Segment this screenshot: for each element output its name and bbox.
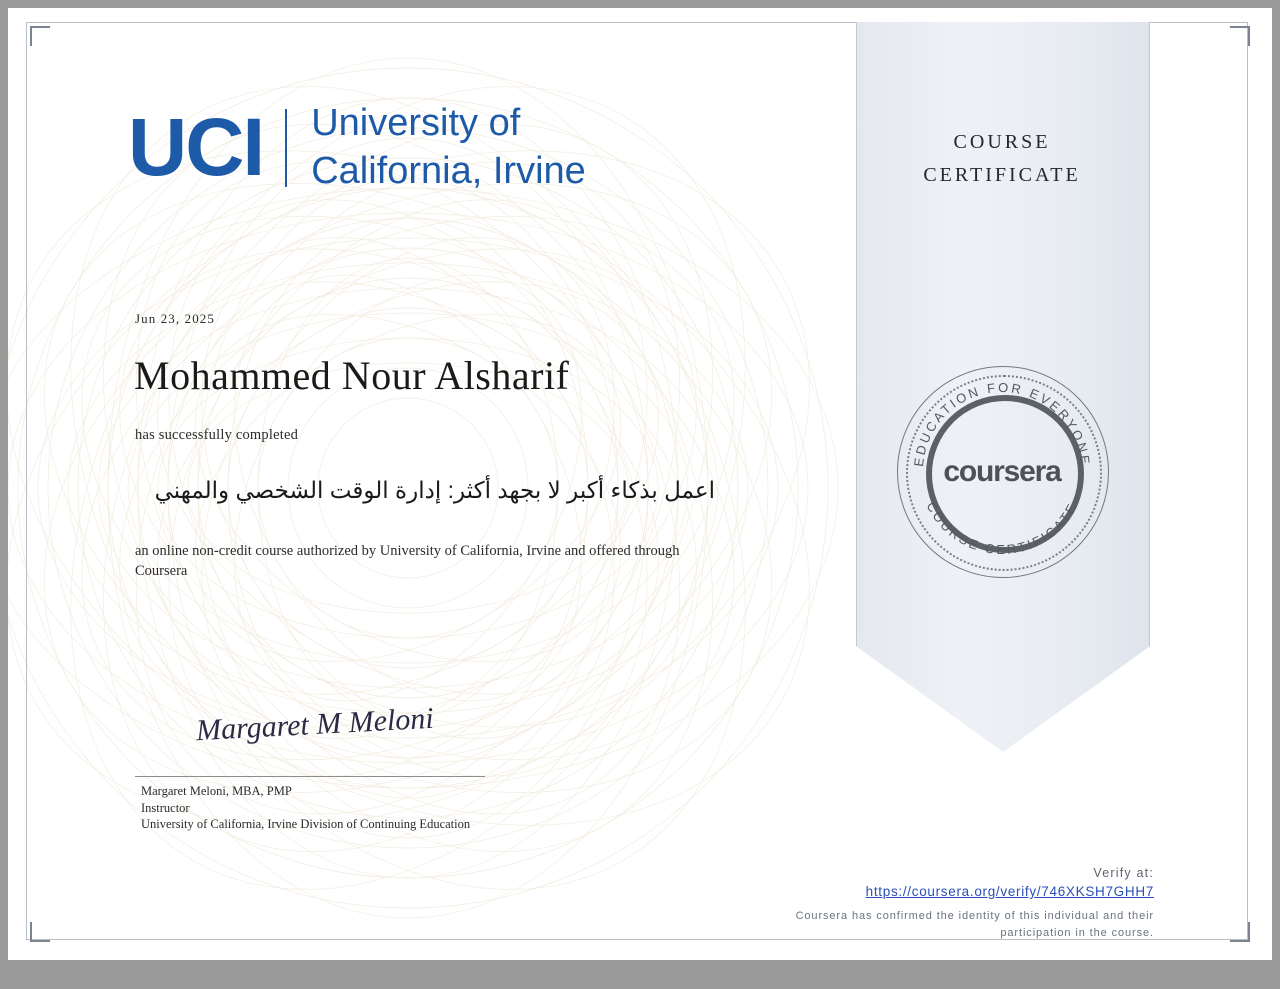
instructor-organization: University of California, Irvine Division of Continuing Education <box>141 817 471 831</box>
coursera-wordmark: coursera <box>943 455 1061 488</box>
instructor-name: Margaret Meloni, MBA, PMP <box>141 784 292 798</box>
issue-date: Jun 23, 2025 <box>135 311 216 326</box>
completion-text: has successfully completed <box>135 427 299 443</box>
ribbon-title-line-2: CERTIFICATE <box>923 164 1081 186</box>
uci-logo <box>128 100 586 195</box>
corner-ornament-bottom-left <box>30 922 50 942</box>
corner-ornament-top-right <box>1230 26 1250 46</box>
verify-label: Verify at: <box>1093 866 1154 880</box>
instructor-signature: Margaret M Meloni <box>195 701 435 748</box>
verify-note: Coursera has confirmed the identity of this individual and their participation in the course. <box>795 910 1154 939</box>
corner-ornament-top-left <box>30 26 50 46</box>
coursera-seal <box>897 366 1109 578</box>
uci-name-line-1: University of <box>311 102 521 144</box>
recipient-name: Mohammed Nour Alsharif <box>134 353 570 398</box>
instructor-role: Instructor <box>141 800 190 815</box>
uci-name-line-2: California, Irvine <box>311 149 586 192</box>
ribbon-title-line-1: COURSE <box>953 131 1051 153</box>
instructor-details <box>141 783 470 833</box>
ribbon-title <box>856 126 1148 192</box>
uci-logo-name <box>311 100 586 195</box>
corner-ornament-bottom-right <box>1230 922 1250 942</box>
course-certificate-ribbon <box>856 22 1148 752</box>
signature-rule <box>135 776 485 777</box>
verify-block <box>774 866 1154 941</box>
seal-top-text: EDUCATION FOR EVERYONE <box>910 379 1094 468</box>
authorization-text: an online non-credit course authorized by University of California, Irvine and offered through Coursera <box>135 543 680 579</box>
uci-logo-divider <box>285 109 287 187</box>
uci-logo-mark: UCI <box>128 101 264 193</box>
course-title: اعمل بذكاء أكبر لا بجهد أكثر: إدارة الوقت الشخصي والمهني <box>154 477 715 503</box>
seal-bottom-text-path <box>923 499 1080 557</box>
verify-link[interactable]: https://coursera.org/verify/746XKSH7GHH7 <box>865 884 1154 899</box>
seal-bottom-text: COURSE CERTIFICATE <box>923 499 1081 558</box>
certificate-canvas <box>8 8 1272 960</box>
